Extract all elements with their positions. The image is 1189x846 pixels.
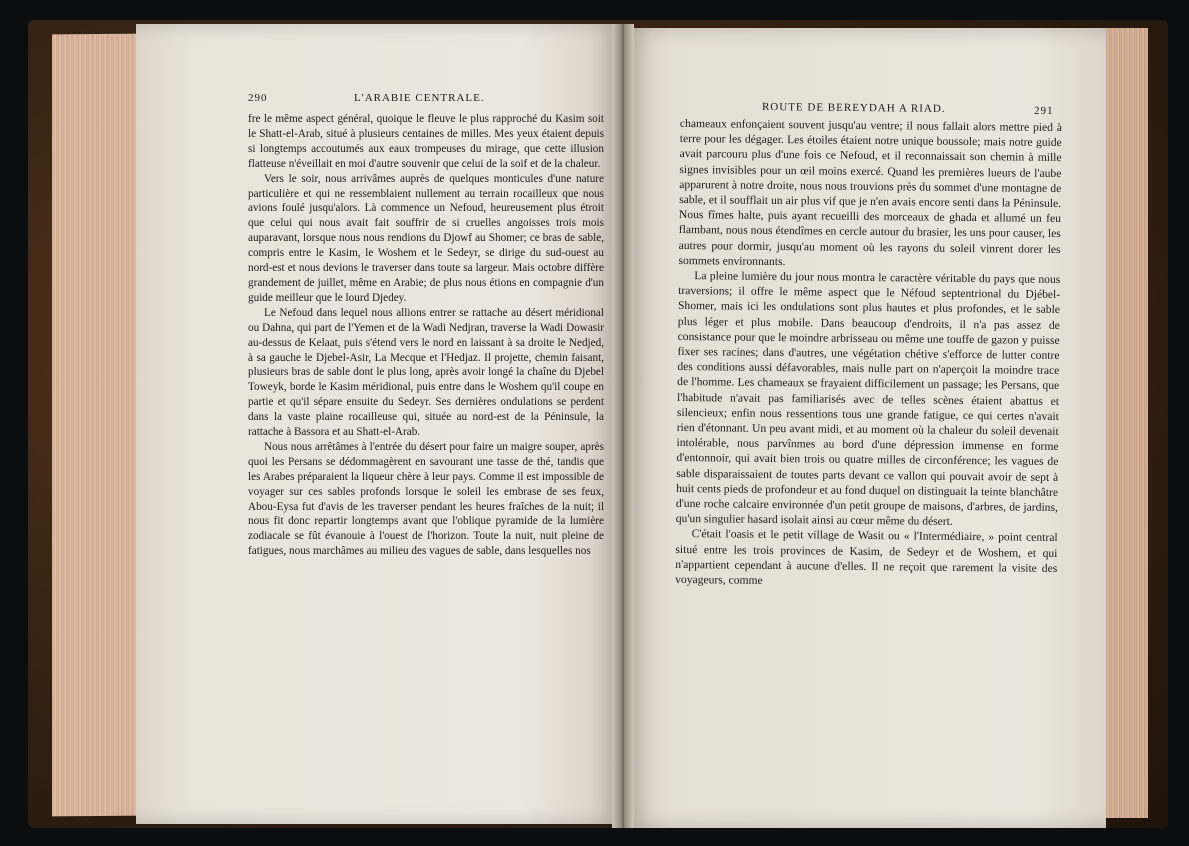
- page-edges-right: [1100, 28, 1148, 818]
- left-running-title: L'ARABIE CENTRALE.: [354, 92, 485, 104]
- book-gutter: [612, 24, 634, 828]
- left-page: [136, 24, 620, 824]
- right-page-number: 291: [1033, 104, 1054, 118]
- left-paragraph-2: Vers le soir, nous arrivâmes auprès de quelques monticules d'une nature particulière et qui ne ressemblaient nullement au terrain rocailleux que nous avions foulé jusqu'alors. Là commence un Nefoud, heureusement plus étroit que celui qui nous avait fait souffrir de si cruelles angoisses trois mois auparavant, lorsque nous nous rendions du Djowf au Shomer; ce bras de sable, compris entre le Kasim, le Woshem et le Sedeyr, se dirige du sud-ouest au nord-est et nous devions le traverser dans toute sa largeur. Mais octobre diffère grandement de juillet, même en Arabie; de plus nous étions en compagnie d'un guide meilleur que le lourd Djedey.: [248, 172, 604, 304]
- right-page: [622, 28, 1106, 828]
- right-paragraph-2: La pleine lumière du jour nous montra le caractère véritable du pays que nous traversions; il offre le même aspect que le Néfoud septentrional du Djébel-Shomer, mais ici les ondulations sont plus hautes et plus profondes, et le sable plus léger et plus mobile. Dans beaucoup d'endroits, il n'a pas assez de consistance pour que le moindre arbrisseau ou même une touffe de gazon y puisse fixer ses racines; dans d'autres, une végétation chétive s'efforce de lutter contre des conditions aussi défavorables, mais nulle part on n'aperçoit la moindre trace de l'homme. Les chameaux se frayaient difficilement un passage; les Persans, que l'habitude n'avait pas familiarisés avec de telles scènes étaient abattus et silencieux; enfin nous ressentions tous une grande fatigue, ce qui certes n'avait rien d'étonnant. Un peu avant midi, et au moment où la chaleur du soleil devenait intolérable, nous parvînmes au bord d'une dépression immense en forme d'entonnoir, qui avait bien trois ou quatre milles de circonférence; les vagues de sable disparaissaient de toutes parts devant ce vallon qui pouvait avoir de sept à huit cents pieds de profondeur et au fond duquel on distinguait la teinte blanchâtre d'une roche calcaire environnée d'un petit groupe de maisons, d'arbres, de jardins, qu'un singulier hasard isolait ainsi au cœur même du désert.: [675, 269, 1061, 529]
- left-page-number: 290: [248, 92, 268, 104]
- right-running-title: ROUTE DE BEREYDAH A RIAD.: [761, 101, 946, 115]
- right-body-text: [675, 116, 1062, 591]
- right-paragraph-1: chameaux enfonçaient souvent jusqu'au ventre; il nous fallait alors mettre pied à terre pour les dégager. Les étoiles étaient notre unique boussole; mais notre guide avait parcouru plus d'une fois ce Nefoud, et il reconnaissait son chemin à mille signes invisibles pour un œil moins exercé. Quand les premières lueurs de l'aube apparurent à notre droite, nous nous trouvions près du sommet d'une montagne de sable, et il soufflait un air plus vif que je n'en avais encore senti dans la Péninsule. Nous fîmes halte, puis ayant recueilli des morceaux de ghada et allumé un feu flambant, nous nous étendîmes en cercle autour du brasier, les uns pour causer, les autres pour dormir, jusqu'au moment où les rayons du soleil vinrent dorer les sommets environnants.: [678, 116, 1062, 268]
- left-paragraph-3: Le Nefoud dans lequel nous allions entrer se rattache au désert méridional ou Dahna, qui part de l'Yemen et de la Wadi Nedjran, traverse la Wadi Dowasir au-dessus de Kelaat, puis s'étend vers le nord en laissant à sa droite le Nedjed, à sa gauche le Djebel-Asir, La Mecque et l'Hedjaz. Il projette, chemin faisant, plusieurs bras de sable dont le plus long, après avoir longé la chaîne du Djebel Toweyk, borde le Kasim méridional, puis entre dans le Woshem qu'il coupe en partie et qu'il sépare ensuite du Sedeyr. Ses dernières ondulations se perdent dans la vaste plaine rocailleuse qui, située au nord-est de la Péninsule, la rattache à Bassora et au Shatt-el-Arab.: [248, 306, 604, 439]
- left-paragraph-1: fre le même aspect général, quoique le fleuve le plus rapproché du Kasim soit le Shatt-el-Arab, situé à plusieurs centaines de milles. Mes yeux étaient depuis si longtemps accoutumés aux eaux trompeuses du mirage, que cette illusion flatteuse n'éveillait en moi d'autre souvenir que celui de la soif et de la chaleur.: [248, 113, 604, 170]
- left-paragraph-4: Nous nous arrêtâmes à l'entrée du désert pour faire un maigre souper, après quoi les Persans se dédommagèrent en savourant une tasse de thé, tandis que les Arabes préparaient la liqueur chère à leur pays. Comme il est impossible de voyager sur ces sables profonds lorsque le soleil les embrase de ses feux, Abou-Eysa fut d'avis de les traverser pendant les heures fraîches de la nuit; il nous fit donc repartir longtemps avant que l'oblique pyramide de la lumière zodiacale se fût évanouie à l'ouest de l'horizon. Toute la nuit, nuit pleine de fatigues, nous marchâmes au milieu des vagues de sable, dans lesquelles nos: [248, 440, 604, 558]
- right-paragraph-3: C'était l'oasis et le petit village de Wasit ou « l'Intermédiaire, » point central situé entre les trois provinces de Kasim, de Sedeyr et de Woshem, et qui n'appartient cependant à aucune d'elles. Il ne reçoit que rarement la visite des voyageurs, comme: [675, 527, 1058, 587]
- left-body-text: [248, 112, 604, 559]
- page-edges-left: [52, 34, 144, 817]
